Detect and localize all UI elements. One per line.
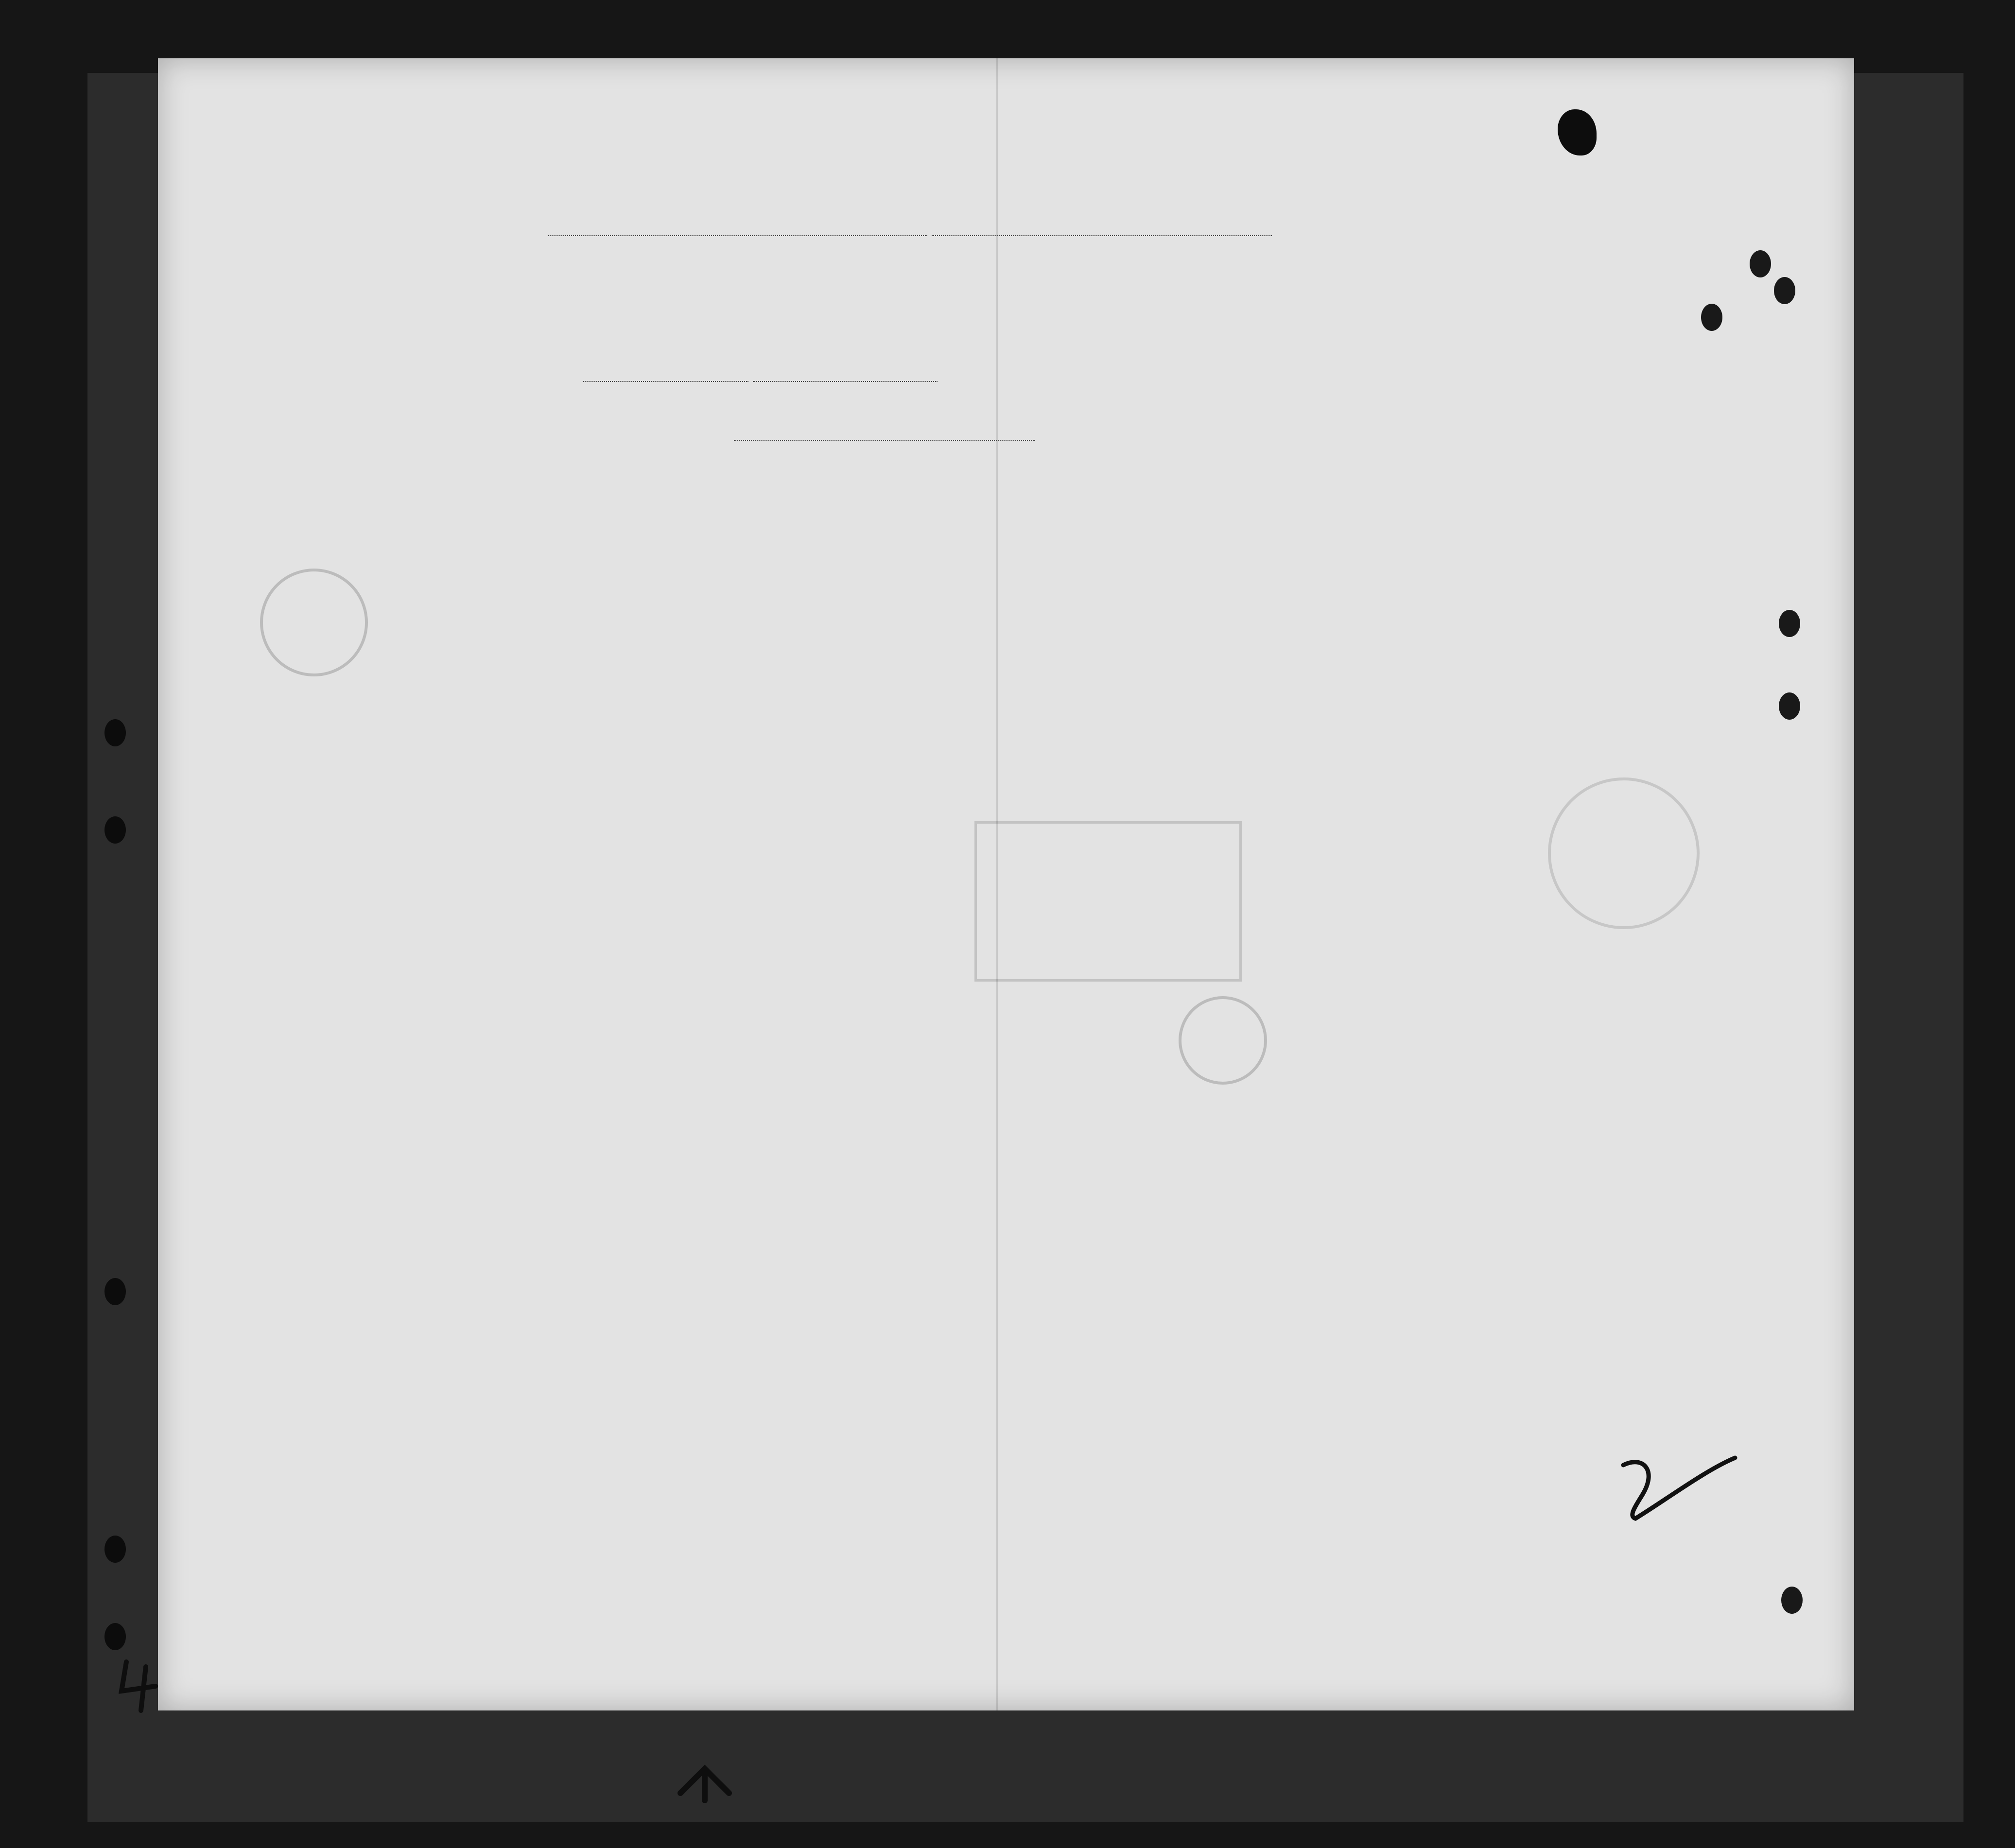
binding-hole [104, 719, 126, 746]
binding-hole [1781, 1587, 1803, 1614]
arrival-stamp [974, 821, 1242, 982]
binding-hole [104, 1623, 126, 1650]
binding-hole [1750, 250, 1771, 277]
binding-hole [104, 1536, 126, 1563]
vessel-name-field [932, 235, 1272, 236]
seal-stamp [260, 569, 368, 676]
seal-stamp [1179, 996, 1267, 1085]
paper-fold [996, 58, 998, 1710]
sworn-day-field [583, 381, 748, 382]
binding-hole [104, 1278, 126, 1305]
seal-stamp [1548, 777, 1700, 929]
binding-hole [1779, 610, 1800, 637]
handwritten-check-mark [1614, 1451, 1740, 1528]
document-sheet [158, 58, 1854, 1710]
arrow-mark-bottom [676, 1759, 734, 1803]
ghost-columns [304, 301, 1810, 313]
binding-hole [1779, 692, 1800, 720]
affidavit-line-1 [548, 221, 1272, 241]
sworn-line [583, 367, 938, 386]
sworn-date-field [753, 381, 938, 382]
binding-hole [1774, 277, 1795, 304]
inspector-line [734, 440, 1035, 441]
binding-hole [1701, 304, 1722, 331]
handwritten-mark-left [112, 1657, 170, 1715]
binding-hole [104, 816, 126, 844]
master-name-field [548, 235, 927, 236]
